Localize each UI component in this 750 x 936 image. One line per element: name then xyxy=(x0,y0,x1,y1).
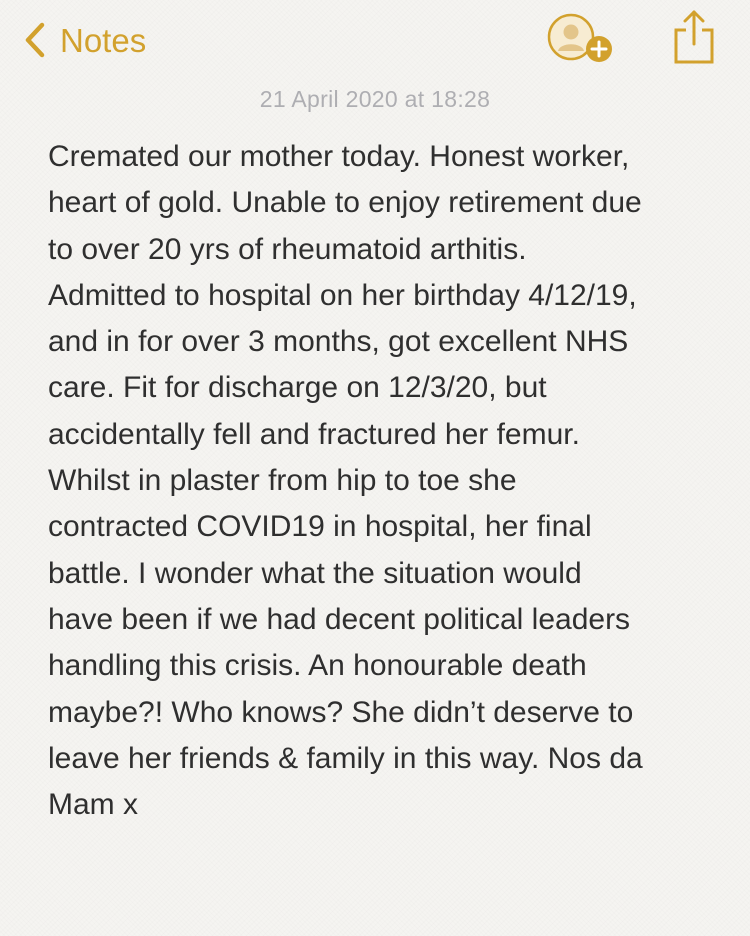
back-button[interactable] xyxy=(20,16,146,64)
add-person-button[interactable] xyxy=(547,13,617,67)
note-body[interactable]: Cremated our mother today. Honest worker, heart of gold. Unable to enjoy retirement due to over 20 yrs of rheumatoid arthitis. Admitted to hospital on her birthday 4/12/19, and in for over 3 months, got excellent NHS care. Fit for discharge on 12/3/20, but accidentally fell and fractured her femur. Whilst in plaster from hip to toe she contracted COVID19 in hospital, her final battle. I wonder what the situation would have been if we had decent political leaders handling this crisis. An honourable death maybe?! Who knows? She didn’t deserve to leave her friends & family in this way. Nos da Mam x xyxy=(48,140,643,822)
chevron-left-icon xyxy=(20,20,50,60)
person-add-icon xyxy=(547,13,617,67)
back-label: Notes xyxy=(60,21,147,59)
share-button[interactable] xyxy=(672,8,716,66)
share-icon xyxy=(672,8,716,66)
note-date: 21 April 2020 at 18:28 xyxy=(259,86,491,112)
